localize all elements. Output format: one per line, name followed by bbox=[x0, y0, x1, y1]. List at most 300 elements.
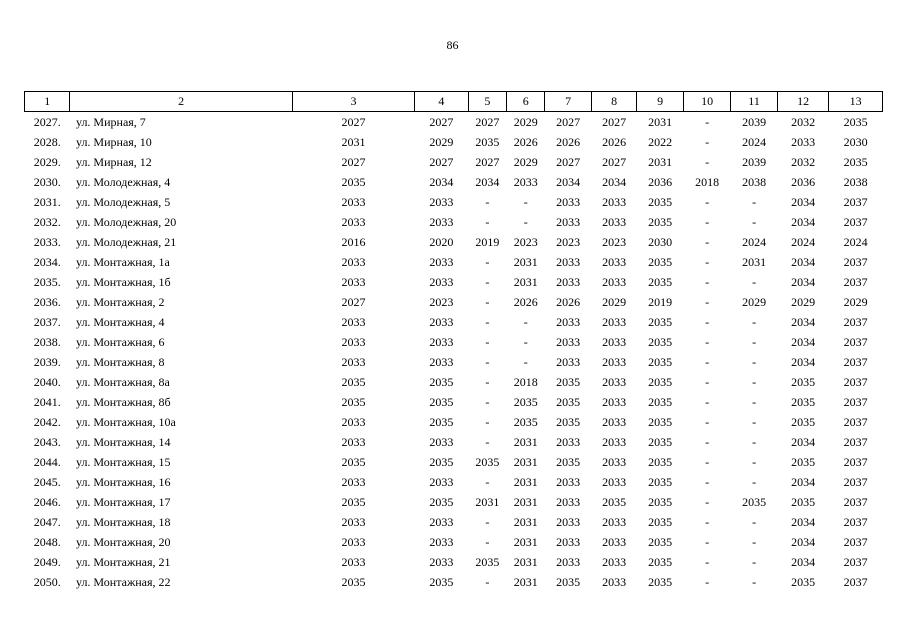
row-number-cell: 2042. bbox=[33, 414, 61, 429]
value-cell: 2024 bbox=[791, 234, 816, 249]
value-cell: 2030 bbox=[843, 134, 868, 149]
address-cell: ул. Монтажная, 22 bbox=[75, 574, 171, 589]
table-row bbox=[25, 452, 883, 472]
value-cell: 2037 bbox=[843, 334, 868, 349]
address-cell: ул. Монтажная, 8а bbox=[75, 374, 170, 389]
value-cell: 2035 bbox=[648, 574, 673, 589]
value-cell: 2033 bbox=[556, 554, 581, 569]
value-cell: 2033 bbox=[602, 514, 627, 529]
value-cell: 2033 bbox=[429, 194, 454, 209]
value-cell: 2033 bbox=[602, 414, 627, 429]
value-cell: 2034 bbox=[791, 214, 816, 229]
address-cell: ул. Мирная, 12 bbox=[75, 154, 152, 169]
value-cell: 2031 bbox=[513, 534, 538, 549]
value-cell: - bbox=[705, 274, 710, 289]
address-cell: ул. Монтажная, 14 bbox=[75, 434, 171, 449]
value-cell: 2023 bbox=[556, 234, 581, 249]
table-row bbox=[25, 472, 883, 492]
value-cell: 2027 bbox=[341, 294, 366, 309]
value-cell: 2033 bbox=[556, 474, 581, 489]
value-cell: 2035 bbox=[429, 574, 454, 589]
value-cell: - bbox=[705, 474, 710, 489]
value-cell: 2033 bbox=[602, 394, 627, 409]
value-cell: 2019 bbox=[475, 234, 500, 249]
value-cell: 2035 bbox=[429, 494, 454, 509]
value-cell: 2037 bbox=[843, 554, 868, 569]
value-cell: - bbox=[705, 374, 710, 389]
value-cell: - bbox=[485, 294, 490, 309]
value-cell: 2035 bbox=[648, 274, 673, 289]
address-cell: ул. Молодежная, 5 bbox=[75, 194, 171, 209]
value-cell: - bbox=[752, 514, 757, 529]
value-cell: - bbox=[705, 194, 710, 209]
value-cell: 2035 bbox=[341, 174, 366, 189]
value-cell: 2033 bbox=[429, 254, 454, 269]
value-cell: - bbox=[705, 534, 710, 549]
value-cell: - bbox=[485, 434, 490, 449]
address-cell: ул. Монтажная, 20 bbox=[75, 534, 171, 549]
row-number-cell: 2037. bbox=[33, 314, 61, 329]
value-cell: 2033 bbox=[602, 214, 627, 229]
value-cell: 2031 bbox=[475, 494, 500, 509]
value-cell: 2034 bbox=[429, 174, 454, 189]
table-row bbox=[25, 532, 883, 552]
value-cell: 2035 bbox=[648, 314, 673, 329]
value-cell: 2033 bbox=[341, 534, 366, 549]
row-number-cell: 2047. bbox=[33, 514, 61, 529]
value-cell: - bbox=[705, 314, 710, 329]
value-cell: 2031 bbox=[513, 454, 538, 469]
value-cell: - bbox=[485, 314, 490, 329]
value-cell: 2033 bbox=[341, 474, 366, 489]
address-cell: ул. Мирная, 10 bbox=[75, 134, 152, 149]
value-cell: - bbox=[705, 334, 710, 349]
value-cell: 2023 bbox=[602, 234, 627, 249]
value-cell: 2034 bbox=[791, 354, 816, 369]
value-cell: 2033 bbox=[341, 554, 366, 569]
value-cell: - bbox=[705, 414, 710, 429]
value-cell: 2035 bbox=[648, 374, 673, 389]
value-cell: 2037 bbox=[843, 354, 868, 369]
value-cell: 2024 bbox=[843, 234, 868, 249]
value-cell: 2033 bbox=[556, 194, 581, 209]
value-cell: - bbox=[705, 554, 710, 569]
value-cell: 2037 bbox=[843, 414, 868, 429]
row-number-cell: 2032. bbox=[33, 214, 61, 229]
value-cell: 2035 bbox=[341, 454, 366, 469]
value-cell: 2035 bbox=[341, 574, 366, 589]
table-row bbox=[25, 332, 883, 352]
value-cell: 2033 bbox=[556, 354, 581, 369]
value-cell: 2033 bbox=[791, 134, 816, 149]
value-cell: 2035 bbox=[648, 534, 673, 549]
value-cell: 2033 bbox=[341, 414, 366, 429]
value-cell: 2035 bbox=[556, 454, 581, 469]
value-cell: 2033 bbox=[341, 274, 366, 289]
row-number-cell: 2036. bbox=[33, 294, 61, 309]
row-number-cell: 2034. bbox=[33, 254, 61, 269]
table-row bbox=[25, 292, 883, 312]
value-cell: 2027 bbox=[341, 154, 366, 169]
value-cell: 2036 bbox=[791, 174, 816, 189]
value-cell: 2034 bbox=[791, 434, 816, 449]
value-cell: 2031 bbox=[648, 114, 673, 129]
value-cell: 2033 bbox=[602, 274, 627, 289]
value-cell: 2039 bbox=[742, 154, 767, 169]
value-cell: 2033 bbox=[602, 554, 627, 569]
value-cell: 2027 bbox=[556, 114, 581, 129]
value-cell: 2033 bbox=[556, 534, 581, 549]
value-cell: 2035 bbox=[341, 494, 366, 509]
value-cell: - bbox=[523, 354, 528, 369]
table-row bbox=[25, 492, 883, 512]
value-cell: 2018 bbox=[695, 174, 720, 189]
value-cell: 2033 bbox=[429, 214, 454, 229]
value-cell: 2035 bbox=[648, 394, 673, 409]
address-cell: ул. Монтажная, 17 bbox=[75, 494, 171, 509]
value-cell: 2034 bbox=[791, 554, 816, 569]
table-row bbox=[25, 272, 883, 292]
value-cell: - bbox=[485, 474, 490, 489]
value-cell: 2031 bbox=[513, 554, 538, 569]
row-number-cell: 2041. bbox=[33, 394, 61, 409]
value-cell: - bbox=[752, 574, 757, 589]
address-cell: ул. Мирная, 7 bbox=[75, 114, 146, 129]
value-cell: 2033 bbox=[429, 554, 454, 569]
value-cell: 2031 bbox=[513, 494, 538, 509]
value-cell: 2035 bbox=[648, 254, 673, 269]
row-number-cell: 2045. bbox=[33, 474, 61, 489]
address-cell: ул. Монтажная, 1б bbox=[75, 274, 171, 289]
table-row bbox=[25, 432, 883, 452]
value-cell: 2033 bbox=[341, 194, 366, 209]
value-cell: 2033 bbox=[602, 354, 627, 369]
value-cell: 2035 bbox=[602, 494, 627, 509]
value-cell: 2034 bbox=[556, 174, 581, 189]
value-cell: 2034 bbox=[791, 534, 816, 549]
value-cell: 2033 bbox=[341, 434, 366, 449]
value-cell: - bbox=[705, 434, 710, 449]
value-cell: - bbox=[705, 294, 710, 309]
value-cell: - bbox=[752, 454, 757, 469]
value-cell: 2037 bbox=[843, 534, 868, 549]
value-cell: 2033 bbox=[429, 434, 454, 449]
value-cell: 2037 bbox=[843, 274, 868, 289]
row-number-cell: 2027. bbox=[33, 114, 61, 129]
column-header-7: 7 bbox=[545, 92, 591, 112]
value-cell: 2031 bbox=[513, 274, 538, 289]
value-cell: - bbox=[752, 534, 757, 549]
value-cell: 2035 bbox=[648, 554, 673, 569]
value-cell: 2035 bbox=[475, 454, 500, 469]
table-row bbox=[25, 172, 883, 192]
table-row bbox=[25, 392, 883, 412]
value-cell: 2035 bbox=[648, 494, 673, 509]
table-row bbox=[25, 312, 883, 332]
row-number-cell: 2043. bbox=[33, 434, 61, 449]
value-cell: 2035 bbox=[843, 114, 868, 129]
address-cell: ул. Монтажная, 10а bbox=[75, 414, 176, 429]
value-cell: - bbox=[752, 194, 757, 209]
value-cell: 2035 bbox=[648, 454, 673, 469]
value-cell: - bbox=[752, 274, 757, 289]
value-cell: 2033 bbox=[341, 214, 366, 229]
value-cell: - bbox=[705, 494, 710, 509]
value-cell: 2033 bbox=[429, 314, 454, 329]
table-row bbox=[25, 192, 883, 212]
value-cell: 2037 bbox=[843, 374, 868, 389]
value-cell: 2033 bbox=[341, 514, 366, 529]
value-cell: 2035 bbox=[513, 414, 538, 429]
value-cell: 2019 bbox=[648, 294, 673, 309]
row-number-cell: 2048. bbox=[33, 534, 61, 549]
value-cell: 2035 bbox=[791, 394, 816, 409]
value-cell: 2029 bbox=[602, 294, 627, 309]
value-cell: - bbox=[705, 234, 710, 249]
value-cell: 2029 bbox=[843, 294, 868, 309]
value-cell: 2035 bbox=[556, 414, 581, 429]
value-cell: 2033 bbox=[602, 474, 627, 489]
row-number-cell: 2040. bbox=[33, 374, 61, 389]
table-body bbox=[25, 112, 883, 593]
value-cell: 2034 bbox=[475, 174, 500, 189]
value-cell: 2033 bbox=[556, 254, 581, 269]
value-cell: 2027 bbox=[429, 154, 454, 169]
row-number-cell: 2046. bbox=[33, 494, 61, 509]
value-cell: 2020 bbox=[429, 234, 454, 249]
value-cell: - bbox=[485, 334, 490, 349]
value-cell: 2033 bbox=[429, 514, 454, 529]
value-cell: 2035 bbox=[556, 574, 581, 589]
value-cell: 2037 bbox=[843, 454, 868, 469]
value-cell: 2035 bbox=[791, 374, 816, 389]
value-cell: - bbox=[485, 534, 490, 549]
table-row bbox=[25, 232, 883, 252]
value-cell: 2035 bbox=[429, 454, 454, 469]
value-cell: - bbox=[485, 194, 490, 209]
value-cell: 2027 bbox=[341, 114, 366, 129]
value-cell: 2037 bbox=[843, 254, 868, 269]
value-cell: 2034 bbox=[791, 194, 816, 209]
row-number-cell: 2033. bbox=[33, 234, 61, 249]
value-cell: 2029 bbox=[513, 114, 538, 129]
column-header-9: 9 bbox=[637, 92, 683, 112]
value-cell: - bbox=[752, 474, 757, 489]
table-row bbox=[25, 112, 883, 133]
value-cell: 2033 bbox=[556, 334, 581, 349]
value-cell: - bbox=[752, 334, 757, 349]
address-cell: ул. Монтажная, 1а bbox=[75, 254, 170, 269]
value-cell: 2026 bbox=[513, 294, 538, 309]
value-cell: 2035 bbox=[648, 334, 673, 349]
value-cell: 2035 bbox=[429, 414, 454, 429]
value-cell: 2029 bbox=[429, 134, 454, 149]
value-cell: 2034 bbox=[791, 334, 816, 349]
value-cell: 2036 bbox=[648, 174, 673, 189]
value-cell: 2035 bbox=[513, 394, 538, 409]
value-cell: 2033 bbox=[602, 534, 627, 549]
value-cell: - bbox=[752, 354, 757, 369]
value-cell: 2033 bbox=[602, 454, 627, 469]
row-number-cell: 2030. bbox=[33, 174, 61, 189]
value-cell: 2035 bbox=[475, 134, 500, 149]
value-cell: 2033 bbox=[429, 354, 454, 369]
value-cell: - bbox=[485, 254, 490, 269]
value-cell: 2037 bbox=[843, 514, 868, 529]
value-cell: 2023 bbox=[429, 294, 454, 309]
value-cell: - bbox=[705, 154, 710, 169]
row-number-cell: 2028. bbox=[33, 134, 61, 149]
value-cell: - bbox=[485, 394, 490, 409]
address-cell: ул. Монтажная, 18 bbox=[75, 514, 171, 529]
value-cell: 2031 bbox=[648, 154, 673, 169]
value-cell: - bbox=[485, 274, 490, 289]
value-cell: 2035 bbox=[341, 394, 366, 409]
value-cell: 2033 bbox=[556, 274, 581, 289]
value-cell: 2033 bbox=[556, 314, 581, 329]
value-cell: 2035 bbox=[791, 414, 816, 429]
value-cell: 2033 bbox=[513, 174, 538, 189]
address-cell: ул. Монтажная, 8 bbox=[75, 354, 165, 369]
value-cell: - bbox=[705, 454, 710, 469]
value-cell: - bbox=[752, 434, 757, 449]
value-cell: 2031 bbox=[513, 514, 538, 529]
value-cell: 2033 bbox=[429, 534, 454, 549]
value-cell: 2034 bbox=[791, 514, 816, 529]
value-cell: 2034 bbox=[602, 174, 627, 189]
table-row bbox=[25, 252, 883, 272]
value-cell: 2035 bbox=[742, 494, 767, 509]
value-cell: 2035 bbox=[556, 394, 581, 409]
value-cell: - bbox=[705, 514, 710, 529]
value-cell: - bbox=[485, 374, 490, 389]
value-cell: 2031 bbox=[513, 474, 538, 489]
value-cell: 2031 bbox=[742, 254, 767, 269]
value-cell: - bbox=[705, 394, 710, 409]
value-cell: 2033 bbox=[602, 334, 627, 349]
value-cell: - bbox=[752, 554, 757, 569]
value-cell: 2027 bbox=[602, 114, 627, 129]
value-cell: 2033 bbox=[602, 254, 627, 269]
value-cell: 2035 bbox=[648, 354, 673, 369]
value-cell: 2031 bbox=[513, 434, 538, 449]
value-cell: 2029 bbox=[791, 294, 816, 309]
row-number-cell: 2044. bbox=[33, 454, 61, 469]
value-cell: - bbox=[705, 214, 710, 229]
value-cell: 2026 bbox=[513, 134, 538, 149]
value-cell: - bbox=[705, 354, 710, 369]
table-row bbox=[25, 552, 883, 572]
value-cell: - bbox=[523, 334, 528, 349]
column-header-4: 4 bbox=[415, 92, 469, 112]
header-row bbox=[25, 92, 883, 112]
value-cell: 2035 bbox=[791, 494, 816, 509]
page-number: 86 bbox=[446, 38, 459, 52]
value-cell: 2027 bbox=[602, 154, 627, 169]
value-cell: 2033 bbox=[429, 334, 454, 349]
value-cell: 2034 bbox=[791, 474, 816, 489]
value-cell: 2033 bbox=[341, 354, 366, 369]
column-header-11: 11 bbox=[731, 92, 777, 112]
value-cell: 2026 bbox=[556, 134, 581, 149]
value-cell: - bbox=[752, 394, 757, 409]
value-cell: 2027 bbox=[475, 114, 500, 129]
value-cell: 2035 bbox=[341, 374, 366, 389]
value-cell: 2033 bbox=[602, 194, 627, 209]
value-cell: 2035 bbox=[475, 554, 500, 569]
value-cell: 2035 bbox=[648, 414, 673, 429]
value-cell: 2018 bbox=[513, 374, 538, 389]
value-cell: 2035 bbox=[429, 394, 454, 409]
address-cell: ул. Монтажная, 8б bbox=[75, 394, 171, 409]
row-number-cell: 2049. bbox=[33, 554, 61, 569]
value-cell: - bbox=[485, 354, 490, 369]
value-cell: 2033 bbox=[602, 574, 627, 589]
value-cell: 2034 bbox=[791, 274, 816, 289]
value-cell: 2031 bbox=[341, 134, 366, 149]
value-cell: 2035 bbox=[648, 214, 673, 229]
value-cell: 2038 bbox=[742, 174, 767, 189]
value-cell: 2030 bbox=[648, 234, 673, 249]
table-row bbox=[25, 512, 883, 532]
value-cell: - bbox=[523, 194, 528, 209]
value-cell: 2034 bbox=[791, 254, 816, 269]
value-cell: 2033 bbox=[556, 494, 581, 509]
address-cell: ул. Монтажная, 16 bbox=[75, 474, 171, 489]
value-cell: 2035 bbox=[648, 514, 673, 529]
row-number-cell: 2050. bbox=[33, 574, 61, 589]
value-cell: 2037 bbox=[843, 494, 868, 509]
value-cell: 2037 bbox=[843, 394, 868, 409]
value-cell: 2035 bbox=[791, 454, 816, 469]
value-cell: 2016 bbox=[341, 234, 366, 249]
value-cell: 2033 bbox=[341, 314, 366, 329]
value-cell: - bbox=[752, 414, 757, 429]
value-cell: - bbox=[752, 314, 757, 329]
value-cell: 2035 bbox=[843, 154, 868, 169]
row-number-cell: 2029. bbox=[33, 154, 61, 169]
value-cell: 2032 bbox=[791, 114, 816, 129]
value-cell: - bbox=[485, 414, 490, 429]
column-header-6: 6 bbox=[507, 92, 545, 112]
address-cell: ул. Молодежная, 20 bbox=[75, 214, 177, 229]
value-cell: 2033 bbox=[602, 314, 627, 329]
value-cell: - bbox=[523, 214, 528, 229]
value-cell: - bbox=[705, 254, 710, 269]
value-cell: 2024 bbox=[742, 134, 767, 149]
table-row bbox=[25, 152, 883, 172]
table-header bbox=[25, 92, 883, 112]
value-cell: 2037 bbox=[843, 434, 868, 449]
value-cell: 2033 bbox=[602, 434, 627, 449]
value-cell: - bbox=[705, 134, 710, 149]
address-cell: ул. Монтажная, 4 bbox=[75, 314, 165, 329]
row-number-cell: 2038. bbox=[33, 334, 61, 349]
row-number-cell: 2035. bbox=[33, 274, 61, 289]
value-cell: 2037 bbox=[843, 574, 868, 589]
value-cell: 2033 bbox=[556, 214, 581, 229]
address-cell: ул. Молодежная, 21 bbox=[75, 234, 177, 249]
value-cell: 2029 bbox=[742, 294, 767, 309]
value-cell: 2026 bbox=[556, 294, 581, 309]
table-row bbox=[25, 372, 883, 392]
address-cell: ул. Монтажная, 15 bbox=[75, 454, 171, 469]
value-cell: 2033 bbox=[602, 374, 627, 389]
value-cell: 2023 bbox=[513, 234, 538, 249]
table-row bbox=[25, 412, 883, 432]
value-cell: 2022 bbox=[648, 134, 673, 149]
row-number-cell: 2031. bbox=[33, 194, 61, 209]
